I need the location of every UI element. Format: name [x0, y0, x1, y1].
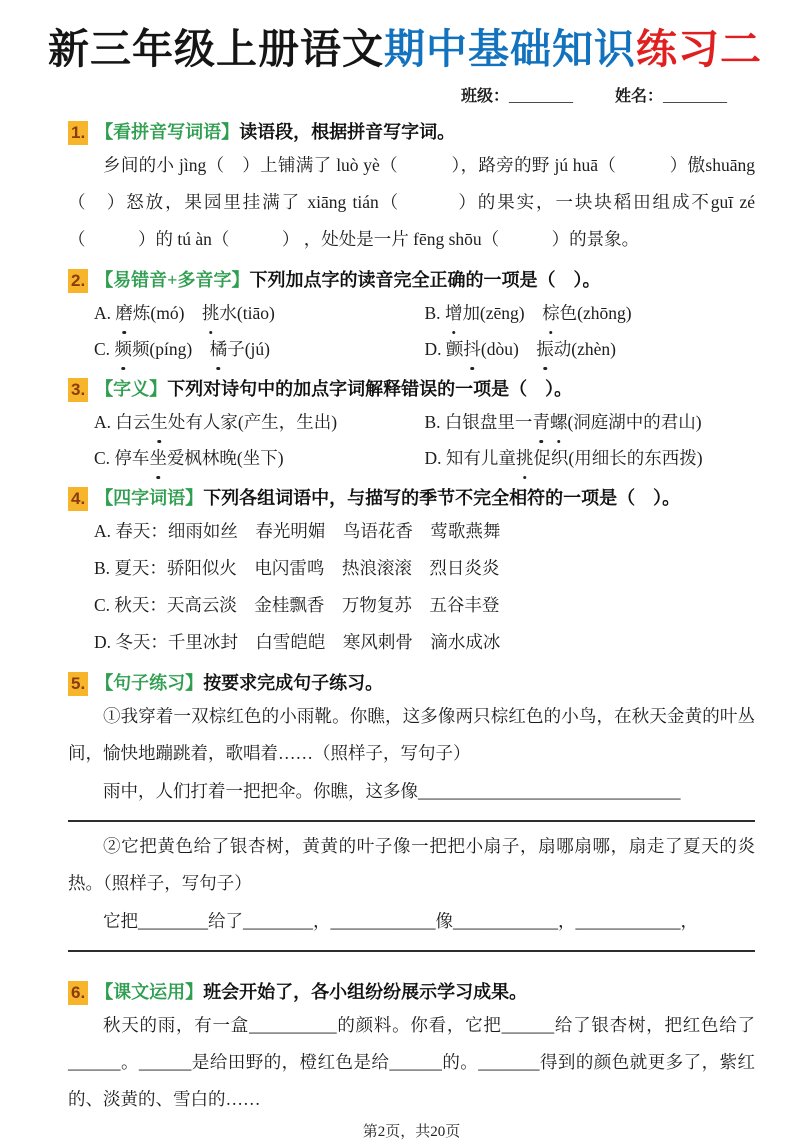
- name-blank-line: ________: [663, 88, 727, 106]
- option-d: D. 冬天：千里冰封 白雪皑皑 寒风刺骨 滴水成冰: [94, 632, 501, 653]
- text-segment: B. 白银盘里一: [424, 412, 533, 433]
- section-4-four-char-words: [68, 483, 755, 661]
- section-3-options: [68, 404, 755, 476]
- class-blank-line: ________: [508, 88, 573, 106]
- section-1-number-badge: 1.: [68, 121, 88, 145]
- section-2-tag: 【易错音+多音字】: [95, 270, 250, 291]
- emphasized-character: 增: [445, 295, 463, 331]
- section-1-passage: 乡间的小 jìng（ ）上铺满了 luò yè（ ），路旁的野 jú huā（ ）傲shuāng（ ）怒放，果园里挂满了 xiāng tián（ ）的果实，一块块稻田组成不guī zé（ ）的 tú àn（ ） ，处处是一片 fēng shōu（ ）的景象。: [68, 155, 755, 250]
- class-label: 班级：: [460, 88, 509, 106]
- text-segment: B.: [424, 303, 445, 324]
- text-segment: 频(píng): [131, 339, 210, 360]
- section-3-header: [68, 374, 755, 404]
- section-4-instruction: 下列各组词语中，与描写的季节不完全相符的一项是（ ）。: [203, 488, 681, 509]
- text-segment: A. 白云: [94, 412, 151, 433]
- text-segment: D. 知有儿童: [424, 448, 516, 469]
- emphasized-character: 频: [114, 331, 132, 367]
- emphasized-character: 磨: [115, 295, 133, 331]
- text-segment: C. 停车: [94, 448, 150, 469]
- section-4-header: [68, 483, 755, 513]
- option-b: [425, 295, 756, 331]
- title-topic: 期中基础知识: [384, 26, 636, 72]
- emphasized-character: 螺: [550, 404, 568, 440]
- emphasized-character: 挑: [202, 295, 220, 331]
- section-6-fill-in-passage: 秋天的雨，有一盒__________的颜料。你看，它把______给了银杏树，把红色给了______。______是给田野的，橙红色是给______的。_______得到的颜色就更多了，紫红的、淡黄的、雪白的……: [68, 1015, 755, 1110]
- section-2-pronunciation: [68, 265, 755, 367]
- text-segment: (dòu): [480, 339, 537, 360]
- emphasized-character: 棕: [542, 295, 560, 331]
- section-2-number-badge: 2.: [68, 269, 88, 293]
- section-1-tag: 【看拼音写词语】: [95, 122, 240, 143]
- text-segment: C.: [94, 339, 115, 360]
- emphasized-character: 生: [150, 404, 168, 440]
- section-4-options: [68, 513, 755, 661]
- section-1-pinyin-writing: [68, 117, 755, 258]
- section-5-instruction: 按要求完成句子练习。: [203, 673, 384, 694]
- option-a: [94, 404, 425, 440]
- emphasized-character: 振: [536, 331, 554, 367]
- option-b: B. 夏天：骄阳似火 电闪雷鸣 热浪滚滚 烈日炎炎: [94, 558, 500, 579]
- text-segment: 促织(用细长的东西拨): [533, 448, 703, 469]
- page-footer: 第2页，共20页: [362, 1124, 461, 1141]
- section-1-header: [68, 117, 755, 147]
- option-b: [425, 404, 756, 440]
- section-2-instruction: 下列加点字的读音完全正确的一项是（ ）。: [249, 270, 601, 291]
- section-3-word-meaning: [68, 374, 755, 476]
- section-1-instruction: 读语段，根据拼音写字词。: [239, 122, 456, 143]
- section-6-header: [68, 977, 755, 1007]
- divider-line: [68, 820, 755, 822]
- section-5-tag: 【句子练习】: [95, 673, 204, 694]
- option-c: [94, 440, 425, 476]
- section-6-number-badge: 6.: [68, 981, 88, 1005]
- option-c: [94, 331, 425, 367]
- option-d: [425, 440, 756, 476]
- sentence-item-1-answer-blank: 雨中，人们打着一把把伞。你瞧，这多像______________________________: [103, 781, 681, 802]
- option-d: [425, 331, 756, 367]
- text-segment: 子(jú): [227, 339, 270, 360]
- sentence-item-1-text: ①我穿着一双棕红色的小雨靴。你瞧，这多像两只棕红色的小鸟，在秋天金黄的叶丛间，愉快地蹦跳着，歌唱着……（照样子，写句子）: [68, 706, 755, 764]
- section-6-text-application: [68, 977, 755, 1118]
- section-5-sentence-practice: [68, 668, 755, 970]
- text-segment: 炼(mó): [132, 303, 202, 324]
- name-label: 姓名：: [614, 88, 663, 106]
- title-course: 新三年级上册语文: [48, 26, 384, 72]
- section-3-number-badge: 3.: [68, 378, 88, 402]
- text-segment: 动(zhèn): [553, 339, 616, 360]
- option-a: A. 春天：细雨如丝 春光明媚 鸟语花香 莺歌燕舞: [94, 521, 501, 542]
- emphasized-character: 抖: [463, 331, 481, 367]
- section-3-instruction: 下列对诗句中的加点字词解释错误的一项是（ ）。: [167, 379, 573, 400]
- section-5-number-badge: 5.: [68, 672, 88, 696]
- text-segment: 色(zhōng): [559, 303, 632, 324]
- text-segment: (洞庭湖中的君山): [567, 412, 702, 433]
- section-4-number-badge: 4.: [68, 487, 88, 511]
- student-info-line: [68, 83, 727, 106]
- page-title: [48, 26, 762, 73]
- text-segment: 加(zēng): [462, 303, 543, 324]
- section-2-options: [68, 295, 755, 367]
- option-a: [94, 295, 425, 331]
- text-segment: A.: [94, 303, 116, 324]
- emphasized-character: 青: [532, 404, 550, 440]
- section-2-header: [68, 265, 755, 295]
- emphasized-character: 挑: [516, 440, 534, 476]
- sentence-item-2-answer-blank: 它把________给了________，____________像____________，____________，: [103, 911, 698, 932]
- title-exercise-number: 练习二: [636, 26, 762, 72]
- text-segment: 处有人家(产生，生出): [167, 412, 338, 433]
- section-6-instruction: 班会开始了，各小组纷纷展示学习成果。: [203, 982, 528, 1003]
- text-segment: D. 颤: [424, 339, 464, 360]
- divider-line: [68, 950, 755, 952]
- text-segment: 爱枫林晚(坐下): [166, 448, 284, 469]
- emphasized-character: 橘: [210, 331, 228, 367]
- section-5-header: [68, 668, 755, 698]
- emphasized-character: 坐: [149, 440, 167, 476]
- option-c: C. 秋天：天高云淡 金桂飘香 万物复苏 五谷丰登: [94, 595, 500, 616]
- section-6-tag: 【课文运用】: [95, 982, 204, 1003]
- sentence-item-2-text: ②它把黄色给了银杏树，黄黄的叶子像一把把小扇子，扇哪扇哪，扇走了夏天的炎热。（照样子，写句子）: [68, 836, 755, 894]
- text-segment: 水(tiāo): [219, 303, 275, 324]
- section-4-tag: 【四字词语】: [95, 488, 204, 509]
- section-3-tag: 【字义】: [95, 379, 168, 400]
